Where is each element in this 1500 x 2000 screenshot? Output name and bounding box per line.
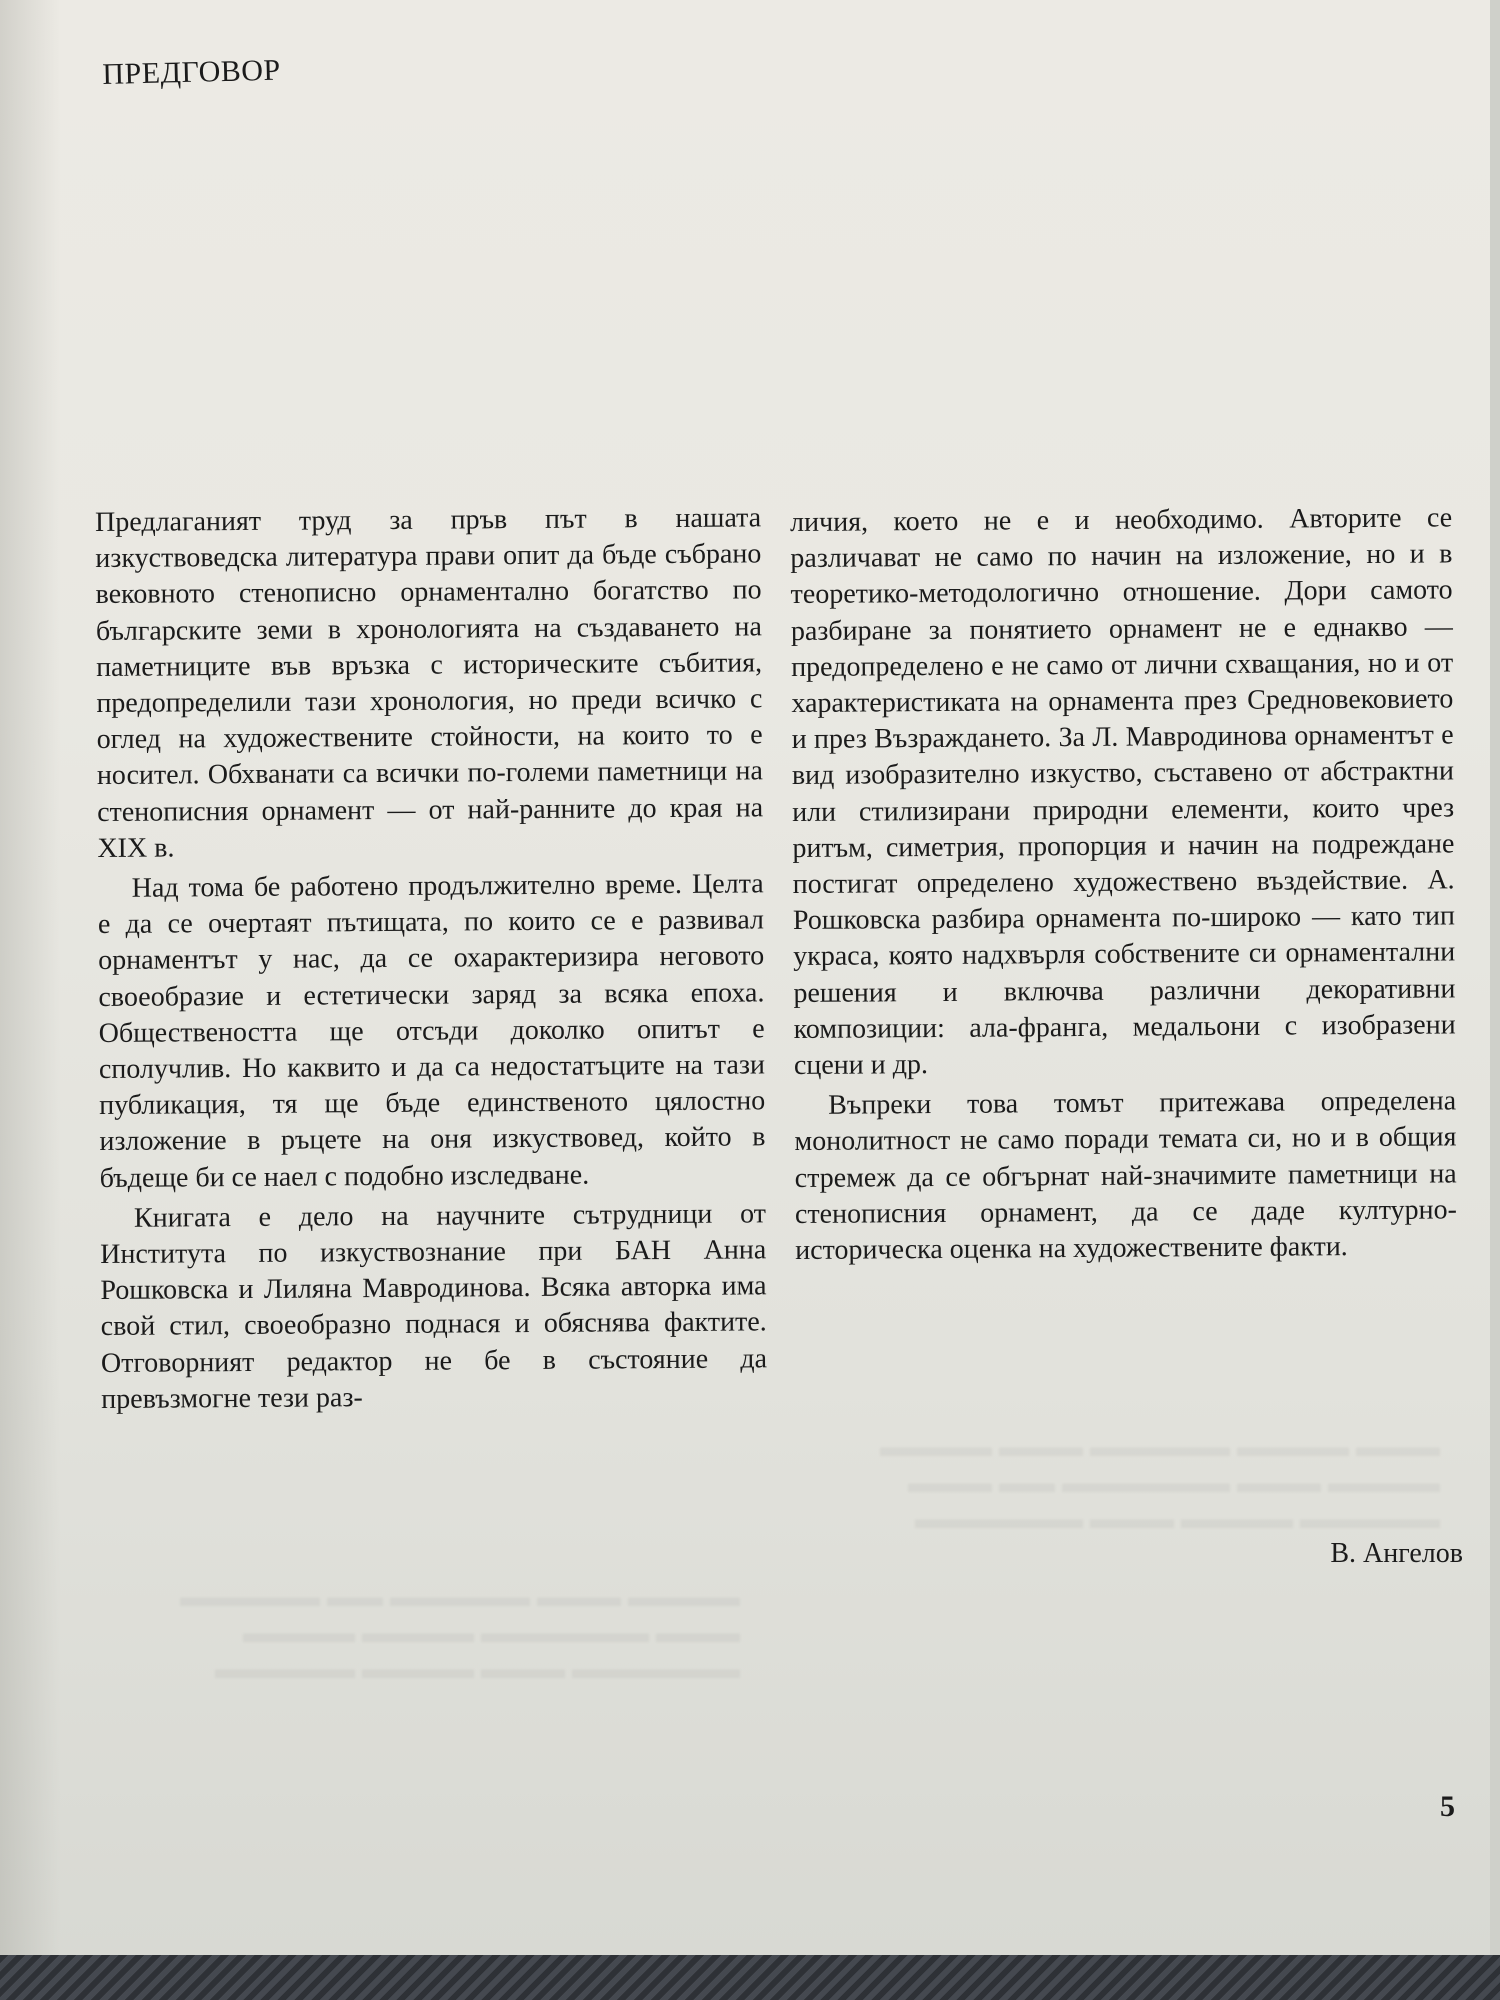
- right-column: [790, 500, 1457, 1269]
- paragraph-2: Над тома бе работено продължително време. Целта е да се очертаят пътищата, по които се е развивал орнаментът у нас, да се охарактеризира неговото своеобразие и естетически заряд за всяка епоха. Обществеността ще отсъди доколко опитът е сполучлив. Но каквито и да са недостатъците на тази публикация, тя ще бъде единственото цялостно изложение в ръцете на оня изкуствовед, който в бъдеще би се наел с подобно изследване.: [97, 868, 766, 1194]
- left-column: [95, 500, 767, 1418]
- background-surface: [0, 1955, 1500, 2000]
- paragraph-3: Книгата е дело на научните сътрудници от Института по изкуствознание при БАН Анна Рошковска и Лиляна Мавродинова. Всяка авторка има свой стил, своеобразно поднася и обяснява фактите. Отговорният редактор не бе в състояние да превъзмогне тези раз-: [100, 1198, 768, 1415]
- show-through-text-lower: ▬▬▬▬ ▬▬▬ ▬▬▬▬▬ ▬▬ ▬▬▬▬▬ ▬▬▬ ▬▬▬▬▬▬ ▬▬▬▬ ▬▬▬▬ ▬▬▬▬▬▬ ▬▬▬ ▬▬▬▬ ▬▬▬▬▬: [180, 1582, 740, 1685]
- page-heading: ПРЕДГОВОР: [102, 53, 282, 91]
- paragraph-1: Предлаганият труд за пръв път в нашата изкуствоведска литература прави опит да бъде събрано вековното стенописно орнаментално богатство по българските земи в хронологията на създаването на паметниците във връзка с историческите събития, предопределили тази хронология, но преди всичко с оглед на художествените стойности, на които то е носител. Обхванати са всички по-големи паметници на стенописния орнамент — от най-ранните до края на XIX в.: [95, 502, 764, 864]
- page-number: 5: [1440, 1790, 1455, 1823]
- paragraph-4: личия, което не е и необходимо. Авторите се различават не само по начин на изложение, но и в теоретико-методологично отношение. Дори самото разбиране за понятието орнамент не е еднакво — предопределено е не само от лични схващания, но и от характеристиката на орнамента през Средновековието и през Възраждането. За Л. Мавродинова орнаментът е вид изобразително изкуство, съставено от абстрактни или стилизирани природни елементи, които чрез ритъм, симетрия, пропорция и начин на подреждане постигат определено художествено въздействие. А. Рошковска разбира орнамента по-широко — като тип украса, която надхвърля собствените си орнаментални решения и включва различни декоративни композиции: ала-франга, медальони с изобразени сцени и др.: [790, 502, 1456, 1082]
- author-signature: В. Ангелов: [1330, 1538, 1463, 1569]
- paragraph-5: Въпреки това томът притежава определена монолитност не само поради темата си, но и в общия стремеж да се обгърнат най-значимите паметници на стенописния орнамент, да се даде културно-историческа оценка на художествените факти.: [794, 1085, 1458, 1267]
- show-through-text: ▬▬▬ ▬▬▬▬ ▬▬▬▬▬ ▬▬▬ ▬▬▬▬ ▬▬▬▬ ▬▬▬ ▬▬▬▬▬▬ ▬▬ ▬▬▬ ▬▬▬▬▬ ▬▬▬▬ ▬▬▬ ▬▬▬▬▬▬: [880, 1432, 1440, 1535]
